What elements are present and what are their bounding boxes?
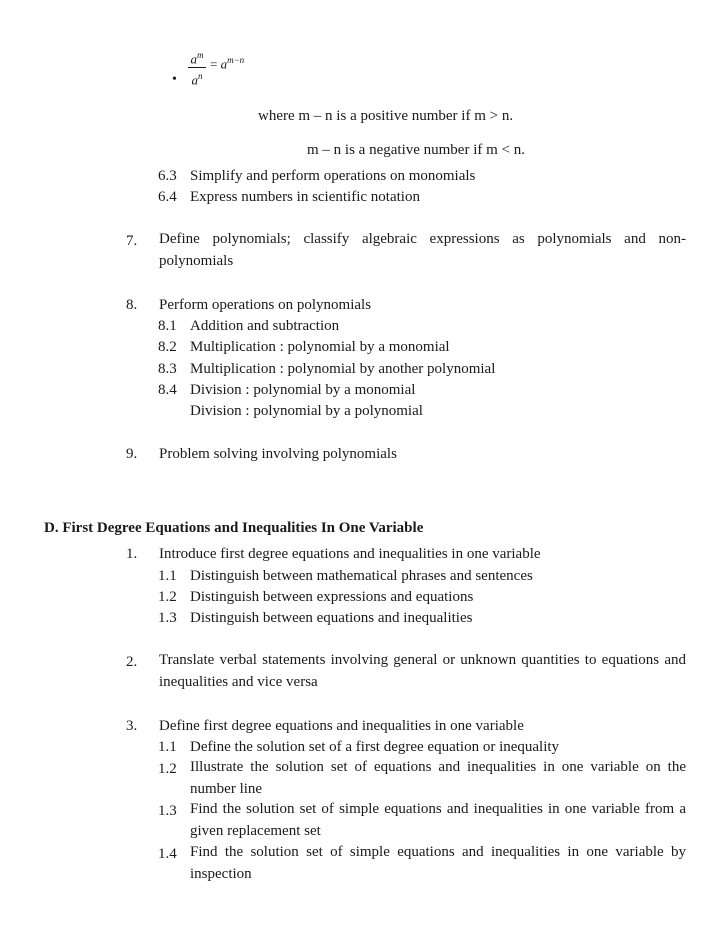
subitem-6-3-text: Simplify and perform operations on monomials — [190, 168, 476, 184]
subitem-8-4-number: 8.4 — [158, 382, 177, 398]
d-subitem-3-1-text: Define the solution set of a first degree equation or inequality — [190, 739, 560, 755]
subitem-6-4-number: 6.4 — [158, 189, 177, 205]
d-item-3-text: Define first degree equations and inequalities in one variable — [159, 718, 524, 734]
d-item-1-number: 1. — [126, 546, 138, 562]
subitem-8-2-text: Multiplication : polynomial by a monomial — [190, 339, 450, 355]
exponent-quotient-formula — [172, 48, 262, 98]
rhs-exponent: m−n — [227, 55, 245, 65]
subitem-8-3-number: 8.3 — [158, 361, 177, 377]
d-item-2-number: 2. — [126, 654, 138, 670]
bullet: • — [172, 72, 177, 87]
subitem-8-1-number: 8.1 — [158, 318, 177, 334]
d-subitem-1-3-text: Distinguish between equations and inequalities — [190, 610, 473, 626]
where-line-1: where m – n is a positive number if m > n. — [258, 108, 514, 124]
d-subitem-3-2-number: 1.2 — [158, 761, 177, 777]
d-subitem-3-4-text: Find the solution set of simple equations and inequalities in one variable by inspection — [190, 844, 686, 882]
d-subitem-1-2-text: Distinguish between expressions and equations — [190, 589, 474, 605]
d-subitem-3-3-number: 1.3 — [158, 803, 177, 819]
d-subitem-3-4-number: 1.4 — [158, 846, 177, 862]
d-subitem-1-2-number: 1.2 — [158, 589, 177, 605]
formula-rhs — [210, 55, 244, 72]
d-subitem-3-2-text: Illustrate the solution set of equations and inequalities in one variable on the number line — [190, 759, 686, 797]
d-subitem-3-1-number: 1.1 — [158, 739, 177, 755]
fraction — [188, 48, 206, 88]
denominator-base: a — [191, 72, 198, 88]
section-d-heading: D. First Degree Equations and Inequalities In One Variable — [44, 520, 424, 536]
denominator-exponent: n — [198, 71, 203, 82]
d-item-3-number: 3. — [126, 718, 138, 734]
d-subitem-1-3-number: 1.3 — [158, 610, 177, 626]
subitem-6-3-number: 6.3 — [158, 168, 177, 184]
item-7-number: 7. — [126, 233, 138, 249]
d-item-2-text: Translate verbal statements involving general or unknown quantities to equations and inequalities and vice versa — [159, 652, 686, 690]
fraction-bar — [188, 67, 206, 68]
item-9-number: 9. — [126, 446, 138, 462]
rhs-base: a — [220, 56, 228, 72]
d-subitem-1-1-number: 1.1 — [158, 568, 177, 584]
d-item-1-text: Introduce first degree equations and inequalities in one variable — [159, 546, 541, 562]
subitem-8-4-text: Division : polynomial by a monomial — [190, 382, 416, 398]
subitem-6-4-text: Express numbers in scientific notation — [190, 189, 420, 205]
d-subitem-1-1-text: Distinguish between mathematical phrases and sentences — [190, 568, 533, 584]
d-subitem-3-3-text: Find the solution set of simple equations and inequalities in one variable from a given replacement set — [190, 801, 686, 839]
subitem-8-2-number: 8.2 — [158, 339, 177, 355]
item-8-number: 8. — [126, 297, 138, 313]
numerator-exponent: m — [197, 50, 204, 60]
item-9-text: Problem solving involving polynomials — [159, 446, 397, 462]
item-8-text: Perform operations on polynomials — [159, 297, 372, 313]
subitem-8-4-continued-text: Division : polynomial by a polynomial — [190, 403, 423, 419]
subitem-8-1-text: Addition and subtraction — [190, 318, 340, 334]
equals-sign: = — [210, 56, 221, 72]
numerator-base: a — [190, 51, 197, 67]
subitem-8-3-text: Multiplication : polynomial by another polynomial — [190, 361, 496, 377]
where-line-2: m – n is a negative number if m < n. — [307, 142, 525, 158]
item-7-text: Define polynomials; classify algebraic expressions as polynomials and non-polynomials — [159, 231, 686, 269]
